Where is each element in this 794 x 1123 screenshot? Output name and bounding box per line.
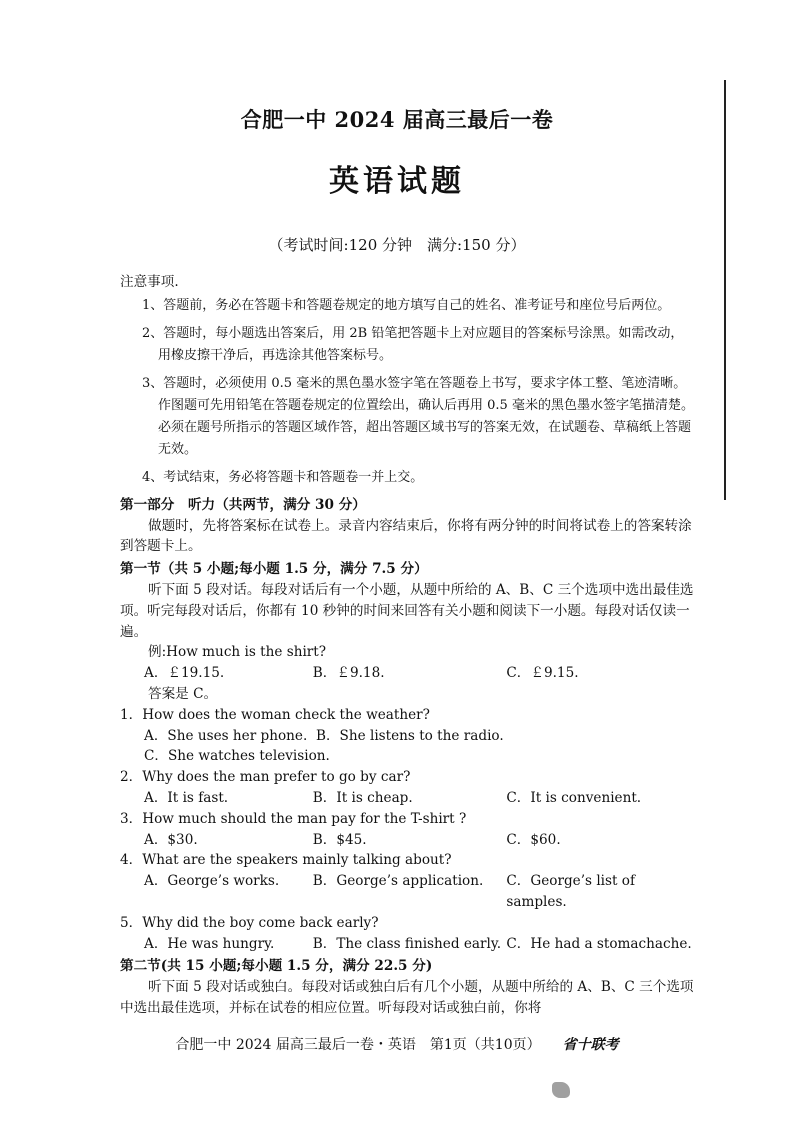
scan-smudge xyxy=(552,1082,570,1098)
section1-intro: 听下面 5 段对话。每段对话后有一个小题，从题中所给的 A、B、C 三个选项中选出最佳选项。听完每段对话后，你都有 10 秒钟的时间来回答有关小题和阅读下一小题。每段对话仅读一遍。 xyxy=(120,581,694,640)
option-a: A．It is fast. xyxy=(144,789,229,806)
notice-title: 注意事项. xyxy=(120,274,179,290)
example-options xyxy=(120,663,695,684)
footer-brand: 省十联考 xyxy=(562,1037,619,1053)
exam-title: 英语试题 xyxy=(329,164,465,199)
option-a: A．George’s works. xyxy=(144,873,280,890)
option-b: B．It is cheap. xyxy=(312,789,413,806)
question: 4．What are the speakers mainly talking about? xyxy=(120,852,452,869)
notice-item: 1、答题前，务必在答题卡和答题卷规定的地方填写自己的姓名、准考证号和座位号后两位。 xyxy=(142,297,671,313)
section2-heading: 第二节(共 15 小题;每小题 1.5 分，满分 22.5 分) xyxy=(120,958,433,975)
question: 1．How does the woman check the weather? xyxy=(120,706,430,723)
question: 2．Why does the man prefer to go by car? xyxy=(120,769,411,786)
question-options xyxy=(120,788,695,809)
question: 5．Why did the boy come back early? xyxy=(120,914,379,931)
school-title: 合肥一中 2024 届高三最后一卷 xyxy=(240,107,554,132)
option-c: C．He had a stomachache. xyxy=(506,935,692,952)
option-a: A．He was hungry. xyxy=(144,935,275,952)
question-options xyxy=(120,871,695,913)
question-options xyxy=(120,934,695,955)
notice-item: 2、答题时，每小题选出答案后，用 2B 铅笔把答题卡上对应题目的答案标号涂黑。如需改动，用橡皮擦干净后，再选涂其他答案标号。 xyxy=(142,325,684,363)
option-b: B．George’s application. xyxy=(312,873,484,890)
option-b-text: B．She listens to the radio. xyxy=(315,727,504,744)
option-a: A．$30. xyxy=(144,831,198,848)
example-question: 例:How much is the shirt? xyxy=(148,644,327,661)
example-answer: 答案是 C。 xyxy=(148,685,218,702)
option-c: C．$60. xyxy=(506,831,561,848)
option-b: B．$45. xyxy=(312,831,367,848)
option-b: B．￡9.18. xyxy=(312,665,385,682)
section2-intro: 听下面 5 段对话或独白。每段对话或独白后有几个小题，从题中所给的 A、B、C 三个选项中选出最佳选项，并标在试卷的相应位置。听每段对话或独白前，你将 xyxy=(120,979,694,1016)
option-b: B．The class finished early. xyxy=(312,935,502,952)
option-a: A．￡19.15. xyxy=(144,665,225,682)
notice-item: 3、答题时，必须使用 0.5 毫米的黑色墨水签字笔在答题卷上书写，要求字体工整、笔迹清晰。作图题可先用铅笔在答题卷规定的位置绘出，确认后再用 0.5 毫米的黑色墨水签字笔描清楚。必须在题号所指示的答题区域作答，超出答题区域书写的答案无效，在试题卷、草稿纸上答题无效。 xyxy=(142,375,694,457)
exam-body xyxy=(120,272,695,1019)
option-c: C．￡9.15. xyxy=(506,665,579,682)
question-options xyxy=(120,830,695,851)
option-a xyxy=(120,726,695,747)
section1-heading: 第一节（共 5 小题;每小题 1.5 分，满分 7.5 分） xyxy=(120,561,428,578)
exam-header xyxy=(0,104,794,255)
part1-heading: 第一部分 听力（共两节，满分 30 分） xyxy=(120,496,366,513)
part1-intro: 做题时，先将答案标在试卷上。录音内容结束后，你将有两分钟的时间将试卷上的答案转涂到答题卡上。 xyxy=(120,517,692,555)
option-a-text: A．She uses her phone. xyxy=(144,727,308,744)
footer-text: 合肥一中 2024 届高三最后一卷・英语 第1页（共10页） xyxy=(175,1037,541,1053)
page-footer xyxy=(0,1034,794,1054)
notice-item: 4、考试结束，务必将答题卡和答题卷一并上交。 xyxy=(142,469,424,485)
question: 3．How much should the man pay for the T-shirt ? xyxy=(120,810,467,827)
option-c: C．George’s list of samples. xyxy=(506,873,635,910)
option-c: C．It is convenient. xyxy=(506,789,642,806)
exam-time: （考试时间:120 分钟 满分:150 分） xyxy=(268,236,526,254)
option-c: C．She watches television. xyxy=(144,748,330,765)
